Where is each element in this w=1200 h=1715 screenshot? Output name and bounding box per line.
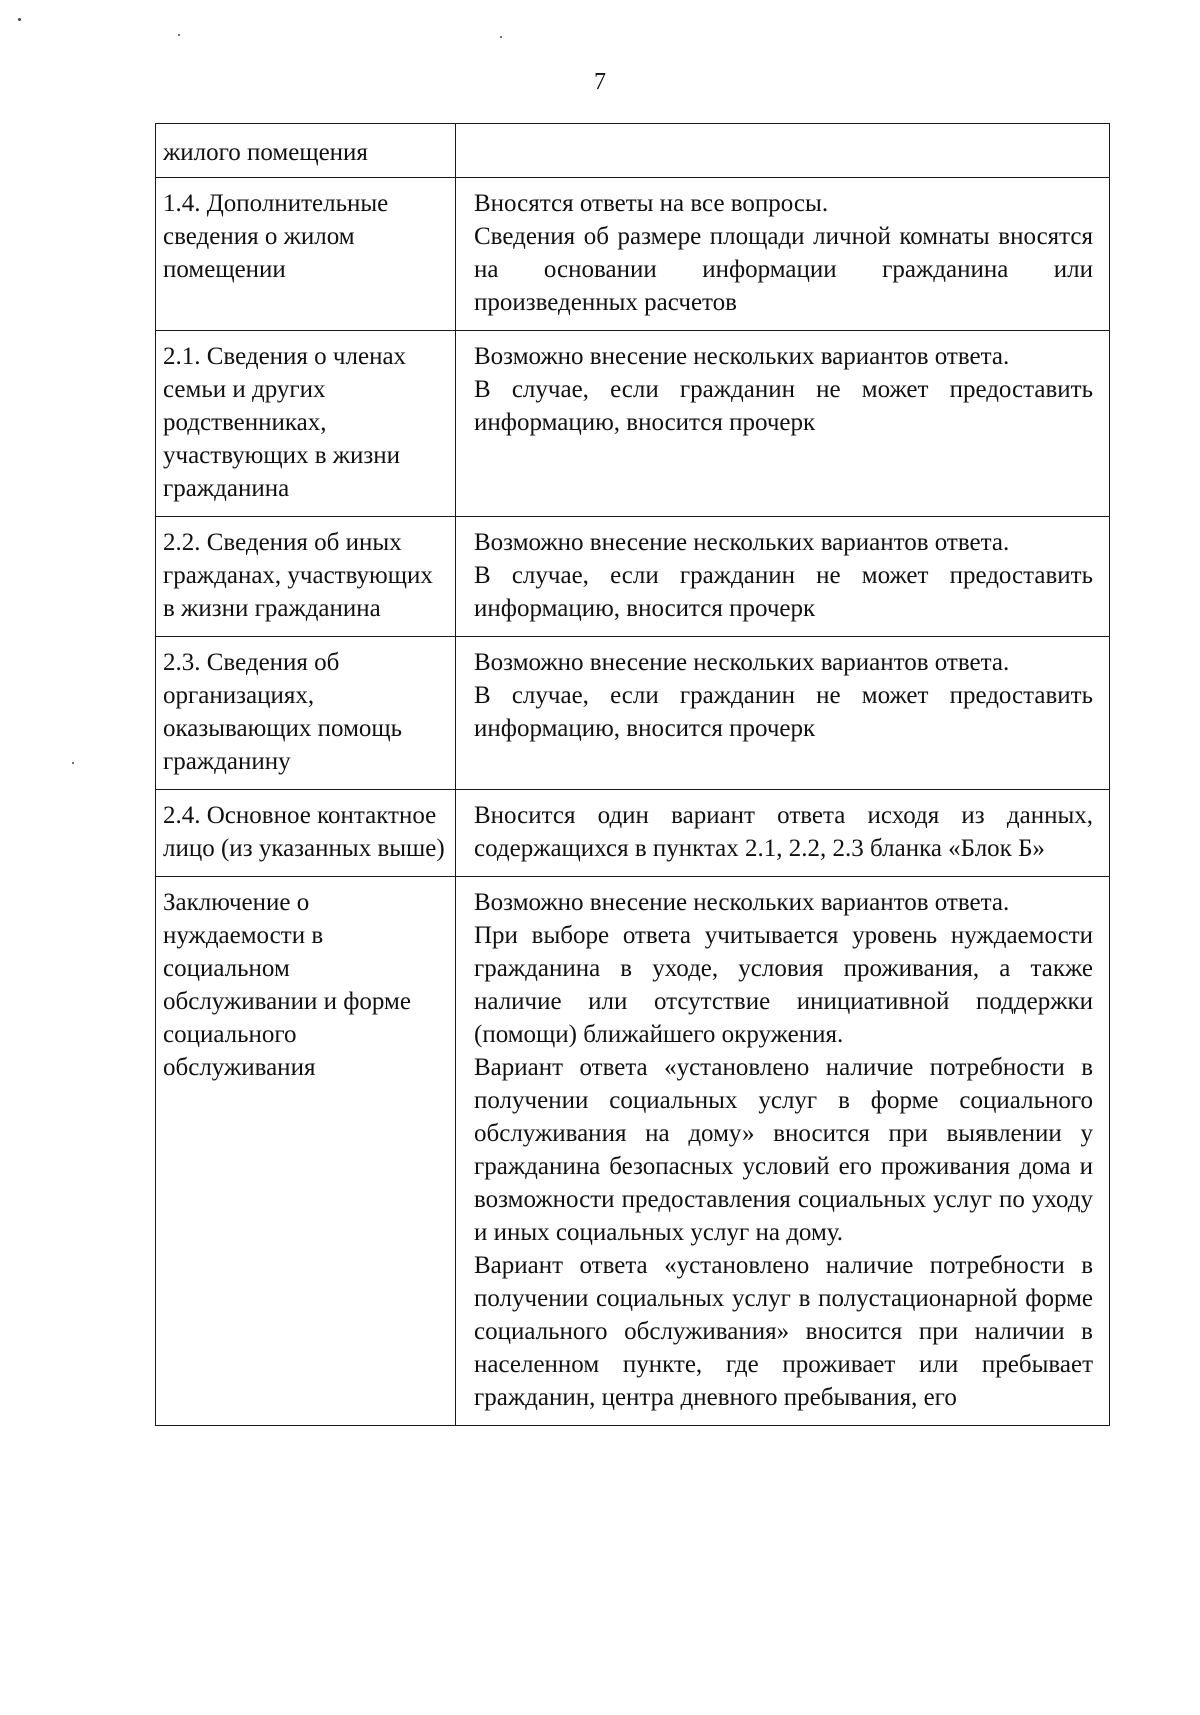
description-paragraph: В случае, если гражданин не может предоставить информацию, вносится прочерк (474, 682, 1093, 742)
description-paragraph: Возможно внесение нескольких вариантов ответа. (474, 649, 1010, 676)
row-label: 2.3. Сведения об организациях, оказывающих помощь гражданину (156, 637, 456, 790)
table-row (156, 790, 1110, 877)
table-row (156, 877, 1110, 1426)
description-paragraph: В случае, если гражданин не может предоставить информацию, вносится прочерк (474, 562, 1093, 622)
row-label: Заключение о нуждаемости в социальном обслуживании и форме социального обслуживания (156, 877, 456, 1426)
description-paragraph: Вносится один вариант ответа исходя из данных, содержащихся в пунктах 2.1, 2.2, 2.3 бланка «Блок Б» (474, 802, 1093, 862)
document-table (155, 123, 1110, 1426)
description-paragraph: Возможно внесение нескольких вариантов ответа. (474, 889, 1010, 916)
scan-speck (18, 18, 21, 21)
scan-speck (500, 36, 502, 38)
description-paragraph: Вариант ответа «установлено наличие потребности в получении социальных услуг в полустационарной форме социального обслуживания» вносится при наличии в населенном пункте, где проживает или пребывает гражданин, центра дневного пребывания, его (474, 1252, 1093, 1411)
scan-speck (72, 762, 74, 764)
row-label: 1.4. Дополнительные сведения о жилом помещении (156, 178, 456, 331)
row-description (456, 517, 1110, 637)
row-description (456, 178, 1110, 331)
description-paragraph: Сведения об размере площади личной комнаты вносятся на основании информации гражданина или произведенных расчетов (474, 223, 1093, 316)
row-description (456, 331, 1110, 517)
row-label: жилого помещения (156, 124, 456, 178)
table-row (156, 637, 1110, 790)
row-description (456, 637, 1110, 790)
description-paragraph: Вариант ответа «установлено наличие потребности в получении социальных услуг в форме социального обслуживания на дому» вносится при выявлении у гражданина безопасных условий его проживания дома и возможности предоставления социальных услуг по уходу и иных социальных услуг на дому. (474, 1054, 1093, 1246)
row-description (456, 877, 1110, 1426)
row-label: 2.4. Основное контактное лицо (из указанных выше) (156, 790, 456, 877)
description-paragraph: В случае, если гражданин не может предоставить информацию, вносится прочерк (474, 376, 1093, 436)
description-paragraph: Вносятся ответы на все вопросы. (474, 190, 829, 217)
row-label: 2.2. Сведения об иных гражданах, участвующих в жизни гражданина (156, 517, 456, 637)
table-row (156, 178, 1110, 331)
row-description (456, 124, 1110, 178)
row-description (456, 790, 1110, 877)
table-row (156, 517, 1110, 637)
description-paragraph: При выборе ответа учитывается уровень нуждаемости гражданина в уходе, условия проживания, а также наличие или отсутствие инициативной поддержки (помощи) ближайшего окружения. (474, 922, 1093, 1048)
row-label: 2.1. Сведения о членах семьи и других родственниках, участвующих в жизни гражданина (156, 331, 456, 517)
scan-speck (178, 34, 180, 36)
description-paragraph: Возможно внесение нескольких вариантов ответа. (474, 343, 1010, 370)
table-row (156, 124, 1110, 178)
description-paragraph: Возможно внесение нескольких вариантов ответа. (474, 529, 1010, 556)
table-row (156, 331, 1110, 517)
page-number: 7 (594, 69, 606, 95)
